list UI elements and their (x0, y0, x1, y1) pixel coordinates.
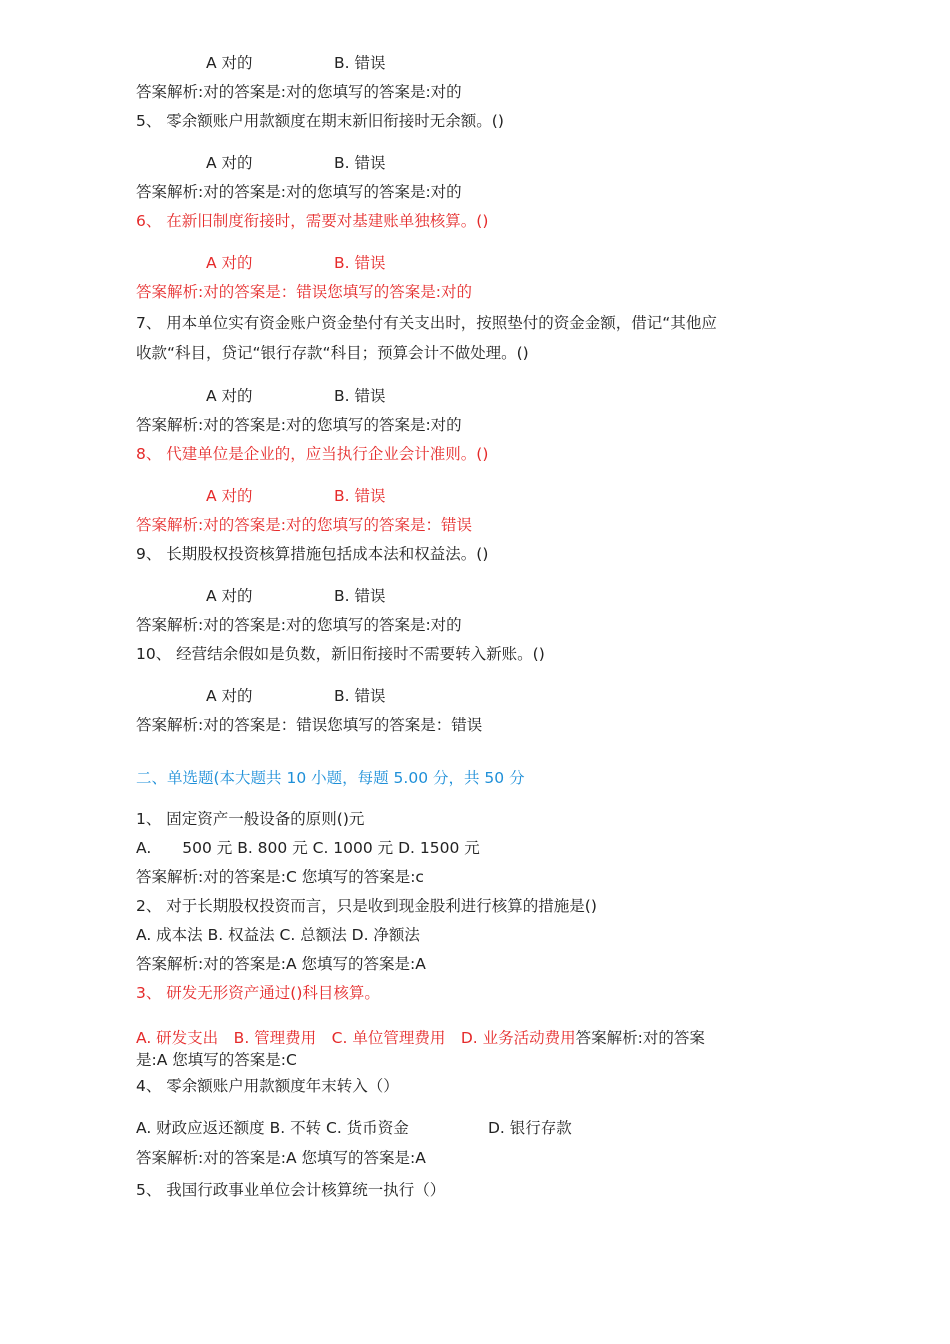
section-heading: 二、单选题(本大题共 10 小题，每题 5.00 分，共 50 分 (136, 769, 525, 787)
question-text-continued: 收款“科目，贷记“银行存款“科目；预算会计不做处理。() (136, 344, 529, 362)
option-b: B. 错误 (334, 487, 386, 505)
option-a: A 对的 (206, 487, 253, 505)
option-b: B. 错误 (334, 387, 386, 405)
answer-analysis: 答案解析:对的答案是:对的您填写的答案是:对的 (136, 83, 462, 101)
question-text-wrong: 6、 在新旧制度衔接时，需要对基建账单独核算。() (136, 212, 489, 230)
option-b: B. 错误 (334, 254, 386, 272)
answer-analysis: 答案解析:对的答案是:A 您填写的答案是:A (136, 1149, 426, 1167)
answer-analysis-continued: 是:A 您填写的答案是:C (136, 1051, 297, 1069)
question-options-wrong: A. 研发支出 B. 管理费用 C. 单位管理费用 D. 业务活动费用 (136, 1029, 576, 1047)
question-text-wrong: 3、 研发无形资产通过()科目核算。 (136, 984, 380, 1002)
answer-analysis: 答案解析:对的答案是:A 您填写的答案是:A (136, 955, 426, 973)
answer-analysis: 答案解析:对的答案是:对的您填写的答案是:对的 (136, 183, 462, 201)
answer-analysis: 答案解析:对的答案是:C 您填写的答案是:c (136, 868, 424, 886)
option-a: A 对的 (206, 387, 253, 405)
option-a: A 对的 (206, 54, 253, 72)
option-a: A 对的 (206, 254, 253, 272)
option-a: A 对的 (206, 687, 253, 705)
question-options-block (136, 1024, 801, 1053)
question-options: A. 500 元 B. 800 元 C. 1000 元 D. 1500 元 (136, 839, 480, 857)
question-options: A. 成本法 B. 权益法 C. 总额法 D. 净额法 (136, 926, 420, 944)
option-b: B. 错误 (334, 587, 386, 605)
answer-analysis-wrong: 答案解析:对的答案是:对的您填写的答案是：错误 (136, 516, 472, 534)
answer-analysis: 答案解析:对的答案是:对的您填写的答案是:对的 (136, 616, 462, 634)
answer-analysis: 答案解析:对的答案 (575, 1029, 705, 1047)
question-text: 2、 对于长期股权投资而言，只是收到现金股利进行核算的措施是() (136, 897, 597, 915)
option-a: A 对的 (206, 587, 253, 605)
option-d: D. 银行存款 (488, 1119, 572, 1137)
answer-analysis: 答案解析:对的答案是:对的您填写的答案是:对的 (136, 416, 462, 434)
question-text: 7、 用本单位实有资金账户资金垫付有关支出时，按照垫付的资金金额，借记“其他应 (136, 314, 717, 332)
option-b: B. 错误 (334, 687, 386, 705)
question-text-wrong: 8、 代建单位是企业的，应当执行企业会计准则。() (136, 445, 489, 463)
question-text: 5、 零余额账户用款额度在期末新旧衔接时无余额。() (136, 112, 504, 130)
answer-analysis: 答案解析:对的答案是：错误您填写的答案是：错误 (136, 716, 483, 734)
question-text: 9、 长期股权投资核算措施包括成本法和权益法。() (136, 545, 489, 563)
answer-analysis-wrong: 答案解析:对的答案是：错误您填写的答案是:对的 (136, 283, 472, 301)
question-text: 5、 我国行政事业单位会计核算统一执行（） (136, 1181, 446, 1199)
question-text: 10、 经营结余假如是负数，新旧衔接时不需要转入新账。() (136, 645, 545, 663)
question-text: 1、 固定资产一般设备的原则()元 (136, 810, 365, 828)
option-b: B. 错误 (334, 154, 386, 172)
question-text: 4、 零余额账户用款额度年末转入（） (136, 1077, 399, 1095)
option-b: B. 错误 (334, 54, 386, 72)
option-a: A 对的 (206, 154, 253, 172)
question-options: A. 财政应返还额度 B. 不转 C. 货币资金 (136, 1119, 409, 1137)
